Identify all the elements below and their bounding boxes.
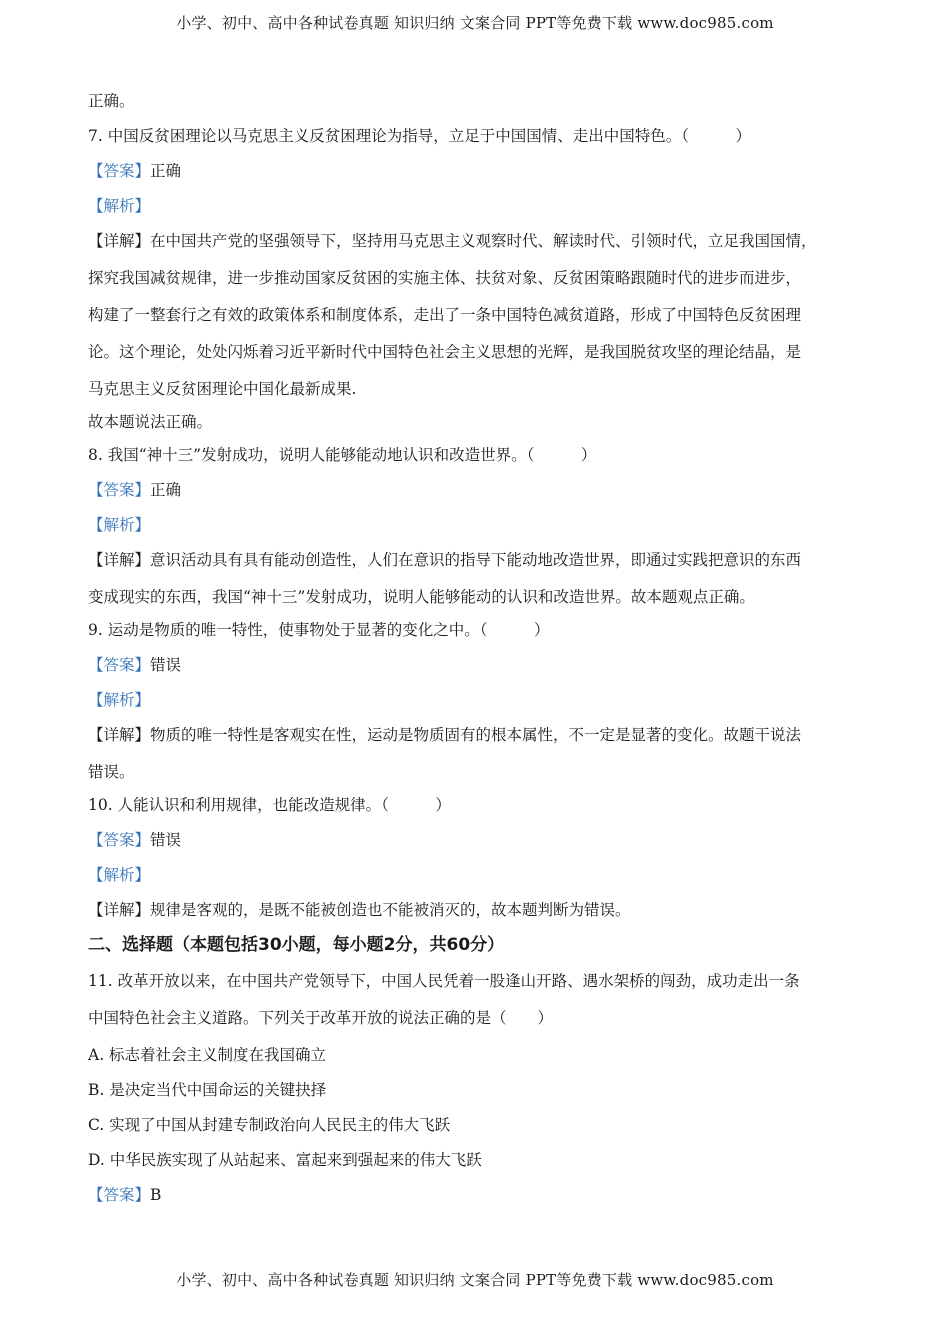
q11-stem-line-1: 11. 改革开放以来，在中国共产党领导下，中国人民凭着一股逢山开路、遇水架桥的闯劲，成功走出一条 bbox=[88, 972, 800, 990]
q11-option-c: C. 实现了中国从封建专制政治向人民民主的伟大飞跃 bbox=[88, 1116, 451, 1134]
analysis-label: 【解析】 bbox=[88, 516, 151, 534]
q8-answer-value: 正确 bbox=[150, 481, 182, 499]
q11-stem bbox=[88, 968, 878, 1042]
q10-answer bbox=[88, 827, 878, 862]
q7-detail-line-5: 马克思主义反贫困理论中国化最新成果. bbox=[88, 380, 357, 398]
q8-detail-text-1: 意识活动具有具有能动创造性，人们在意识的指导下能动地改造世界，即通过实践把意识的东西 bbox=[150, 551, 802, 569]
q10-answer-value: 错误 bbox=[150, 831, 182, 849]
detail-label: 【详解】 bbox=[88, 232, 151, 250]
q7-analysis-label bbox=[88, 193, 878, 228]
detail-label: 【详解】 bbox=[88, 901, 151, 919]
q7-detail-line-1 bbox=[88, 228, 878, 265]
answer-label: 【答案】 bbox=[88, 831, 151, 849]
q10-detail-text-1: 规律是客观的，是既不能被创造也不能被消灭的，故本题判断为错误。 bbox=[150, 901, 631, 919]
q11-option-a: A. 标志着社会主义制度在我国确立 bbox=[88, 1046, 327, 1064]
q7-answer-value: 正确 bbox=[150, 162, 182, 180]
q7-detail bbox=[88, 228, 878, 409]
page-footer: 小学、初中、高中各种试卷真题 知识归纳 文案合同 PPT等免费下载 www.doc985.com bbox=[176, 1271, 774, 1289]
q8-detail-line-1 bbox=[88, 547, 878, 584]
q7-stem: 7. 中国反贫困理论以马克思主义反贫困理论为指导，立足于中国国情、走出中国特色。（ ） bbox=[88, 127, 751, 145]
q8-detail-line-2: 变成现实的东西，我国“神十三”发射成功，说明人能够能动的认识和改造世界。故本题观点正确。 bbox=[88, 588, 755, 606]
q11-answer bbox=[88, 1182, 878, 1217]
q9-detail-text-1: 物质的唯一特性是客观实在性，运动是物质固有的根本属性，不一定是显著的变化。故题干说法 bbox=[150, 726, 802, 744]
analysis-label: 【解析】 bbox=[88, 197, 151, 215]
detail-label: 【详解】 bbox=[88, 726, 151, 744]
q8-analysis-label bbox=[88, 512, 878, 547]
q7-detail-line-2: 探究我国减贫规律，进一步推动国家反贫困的实施主体、扶贫对象、反贫困策略跟随时代的进步而进步， bbox=[88, 269, 802, 287]
q9-detail-line-1 bbox=[88, 722, 878, 759]
q9-answer bbox=[88, 652, 878, 687]
section-heading: 二、选择题（本题包括30小题，每小题2分，共60分） bbox=[88, 935, 505, 955]
q9-stem: 9. 运动是物质的唯一特性，使事物处于显著的变化之中。（ ） bbox=[88, 621, 550, 639]
q8-answer bbox=[88, 477, 878, 512]
q11-stem-line-2: 中国特色社会主义道路。下列关于改革开放的说法正确的是（ ） bbox=[88, 1009, 554, 1027]
q7-detail-text-1: 在中国共产党的坚强领导下，坚持用马克思主义观察时代、解读时代、引领时代，立足我国国情， bbox=[150, 232, 817, 250]
answer-label: 【答案】 bbox=[88, 162, 151, 180]
answer-label: 【答案】 bbox=[88, 656, 151, 674]
answer-label: 【答案】 bbox=[88, 1186, 151, 1204]
q10-analysis-label bbox=[88, 862, 878, 897]
q9-detail-line-2: 错误。 bbox=[88, 763, 135, 781]
q7-detail-line-4: 论。这个理论，处处闪烁着习近平新时代中国特色社会主义思想的光辉，是我国脱贫攻坚的理论结晶，是 bbox=[88, 343, 802, 361]
q10-stem: 10. 人能认识和利用规律，也能改造规律。（ ） bbox=[88, 796, 451, 814]
answer-label: 【答案】 bbox=[88, 481, 151, 499]
q9-analysis-label bbox=[88, 687, 878, 722]
q7-detail-line-3: 构建了一整套行之有效的政策体系和制度体系，走出了一条中国特色减贫道路，形成了中国特色反贫困理 bbox=[88, 306, 802, 324]
analysis-label: 【解析】 bbox=[88, 866, 151, 884]
q8-detail bbox=[88, 547, 878, 617]
q11-answer-value: B bbox=[150, 1186, 162, 1204]
q7-conclusion: 故本题说法正确。 bbox=[88, 413, 213, 431]
detail-label: 【详解】 bbox=[88, 551, 151, 569]
q9-answer-value: 错误 bbox=[150, 656, 182, 674]
intro-text: 正确。 bbox=[88, 92, 135, 110]
q11-option-d: D. 中华民族实现了从站起来、富起来到强起来的伟大飞跃 bbox=[88, 1151, 482, 1169]
q11-option-b: B. 是决定当代中国命运的关键抉择 bbox=[88, 1081, 327, 1099]
page-header: 小学、初中、高中各种试卷真题 知识归纳 文案合同 PPT等免费下载 www.doc985.com bbox=[176, 14, 774, 32]
q9-detail bbox=[88, 722, 878, 792]
q8-stem: 8. 我国“神十三”发射成功，说明人能够能动地认识和改造世界。（ ） bbox=[88, 446, 597, 464]
q7-answer bbox=[88, 158, 878, 193]
analysis-label: 【解析】 bbox=[88, 691, 151, 709]
q10-detail-line-1 bbox=[88, 897, 878, 932]
document-body bbox=[88, 88, 878, 1217]
